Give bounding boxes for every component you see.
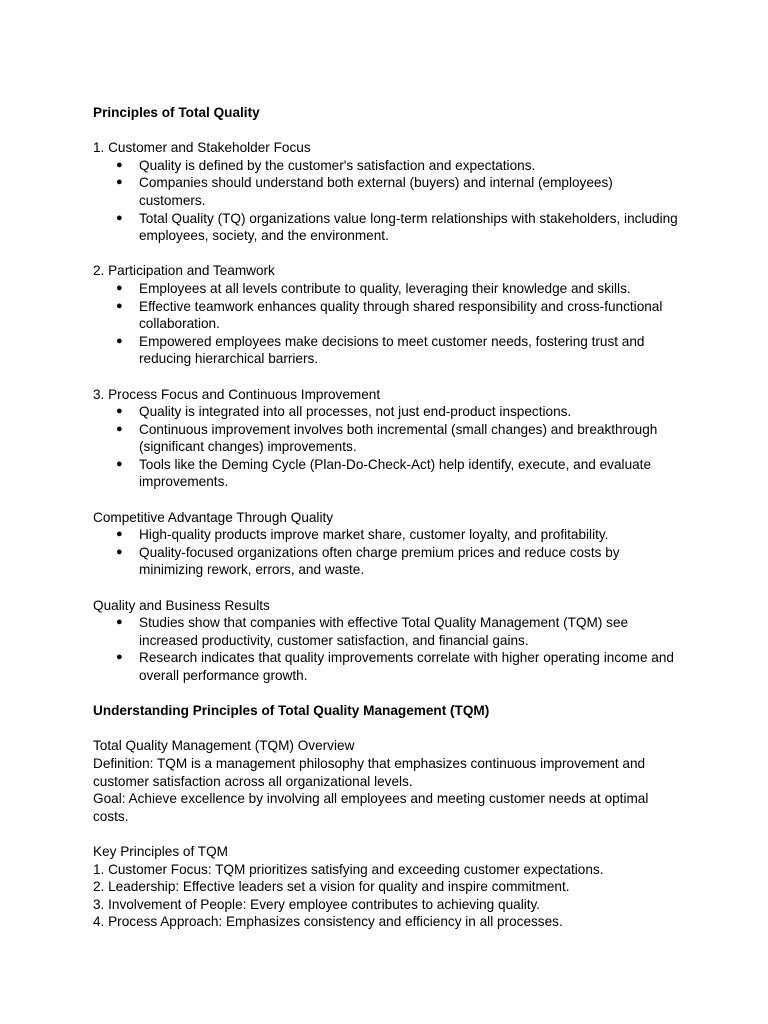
bullet-icon: ● [116,211,123,224]
bullet-list [93,157,683,245]
bullet-icon: ● [116,405,123,418]
section-heading: 3. Process Focus and Continuous Improvement [93,386,381,402]
overview-goal: Goal: Achieve excellence by involving all employees and meeting customer needs at optimal costs. [93,791,649,824]
section-participation-teamwork [93,262,683,368]
tqm-overview [93,737,683,825]
section-heading: 2. Participation and Teamwork [93,263,275,279]
key-principles-heading: Key Principles of TQM [93,843,228,859]
list-item-text: Total Quality (TQ) organizations value long-term relationships with stakeholders, including employees, society, and the environment. [139,210,678,244]
section-process-focus [93,386,683,492]
bullet-icon: ● [116,334,123,347]
bullet-list [93,403,683,491]
list-item [93,210,683,245]
list-item-text: Studies show that companies with effective Total Quality Management (TQM) see increased productivity, customer satisfaction, and financial gains. [139,615,629,648]
key-principles [93,843,683,931]
section-heading: Competitive Advantage Through Quality [93,509,334,525]
list-item-text: Empowered employees make decisions to meet customer needs, fostering trust and reducing hierarchical barriers. [139,333,645,367]
section-customer-focus [93,139,683,245]
document-content [93,104,683,931]
list-item [93,333,683,368]
list-item-text: Quality-focused organizations often charge premium prices and reduce costs by minimizing rework, errors, and waste. [139,544,620,578]
bullet-icon: ● [116,422,123,435]
bullet-icon: ● [116,616,123,629]
section-heading: Quality and Business Results [93,597,270,613]
list-item [93,298,683,333]
list-item-text: Employees at all levels contribute to quality, leveraging their knowledge and skills. [139,280,631,296]
list-item-text: Quality is defined by the customer's satisfaction and expectations. [139,157,536,173]
bullet-list [93,280,683,368]
bullet-icon: ● [116,651,123,664]
bullet-icon: ● [116,281,123,294]
spacer [93,825,683,843]
list-item [93,157,683,175]
list-item-text: Companies should understand both external (buyers) and internal (employees) customers. [139,175,613,208]
bullet-icon: ● [116,545,123,558]
overview-heading: Total Quality Management (TQM) Overview [93,738,355,754]
bullet-icon: ● [116,176,123,189]
section-business-results [93,597,683,685]
list-item [93,174,683,209]
list-item [93,544,683,579]
document-title: Principles of Total Quality [93,105,260,120]
list-item-text: Effective teamwork enhances quality through shared responsibility and cross-functional collaboration. [139,298,663,332]
list-item [93,649,683,684]
list-item-text: High-quality products improve market share, customer loyalty, and profitability. [139,527,609,543]
bullet-icon: ● [116,528,123,541]
key-principle-item: 4. Process Approach: Emphasizes consistency and efficiency in all processes. [93,914,563,930]
list-item [93,280,683,298]
key-principle-item: 1. Customer Focus: TQM prioritizes satisfying and exceeding customer expectations. [93,861,604,877]
key-principle-item: 2. Leadership: Effective leaders set a vision for quality and inspire commitment. [93,879,570,895]
bullet-list [93,614,683,684]
list-item-text: Research indicates that quality improvements correlate with higher operating income and overall performance growth. [139,650,674,683]
overview-definition: Definition: TQM is a management philosophy that emphasizes continuous improvement and customer satisfaction across all organizational levels. [93,755,646,789]
section-heading: 1. Customer and Stakeholder Focus [93,140,311,156]
section-competitive-advantage [93,509,683,579]
bullet-icon: ● [116,457,123,470]
list-item-text: Quality is integrated into all processes, not just end-product inspections. [139,404,572,420]
bullet-icon: ● [116,158,123,171]
list-item-text: Tools like the Deming Cycle (Plan-Do-Check-Act) help identify, execute, and evaluate improvements. [139,456,652,490]
list-item [93,421,683,456]
list-item [93,614,683,649]
bullet-icon: ● [116,299,123,312]
document-subtitle-tqm: Understanding Principles of Total Quality Management (TQM) [93,703,490,719]
list-item-text: Continuous improvement involves both incremental (small changes) and breakthrough (significant changes) improvements. [139,421,658,455]
list-item [93,456,683,491]
key-principle-item: 3. Involvement of People: Every employee contributes to achieving quality. [93,896,541,912]
list-item [93,526,683,544]
bullet-list [93,526,683,579]
list-item [93,403,683,421]
